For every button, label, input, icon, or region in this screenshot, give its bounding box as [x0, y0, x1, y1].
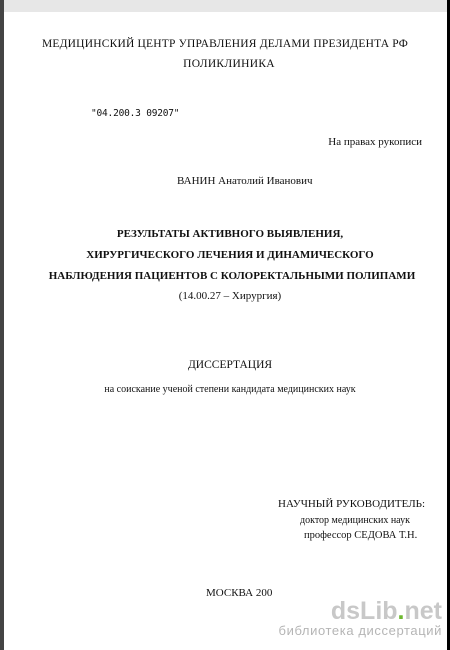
scan-top-shade	[0, 0, 450, 12]
document-type: ДИССЕРТАЦИЯ	[187, 359, 273, 371]
logo-part-2: net	[404, 597, 442, 625]
author-name: ВАНИН Анатолий Иванович	[177, 175, 313, 187]
supervisor-name: профессор СЕДОВА Т.Н.	[304, 530, 418, 541]
city-year: МОСКВА 200	[206, 587, 273, 599]
title-line-3: НАБЛЮДЕНИЯ ПАЦИЕНТОВ С КОЛОРЕКТАЛЬНЫМИ ПОЛИПАМИ	[48, 270, 416, 282]
registration-code: "04.200.3 09207"	[91, 108, 180, 119]
title-line-1: РЕЗУЛЬТАТЫ АКТИВНОГО ВЫЯВЛЕНИЯ,	[116, 228, 344, 240]
rights-note: На правах рукописи	[328, 136, 422, 148]
watermark-tagline: библиотека диссертаций	[278, 623, 442, 638]
dslib-watermark[interactable]	[279, 597, 442, 638]
scan-left-edge	[0, 0, 4, 650]
logo-part-1: dsLib	[330, 597, 398, 625]
supervisor-heading: НАУЧНЫЙ РУКОВОДИТЕЛЬ:	[278, 498, 426, 510]
institution-line-2: ПОЛИКЛИНИКА	[183, 58, 275, 70]
supervisor-degree: доктор медицинских наук	[300, 515, 410, 526]
logo-dot: .	[397, 597, 405, 625]
watermark-logo	[279, 597, 442, 625]
institution-line-1: МЕДИЦИНСКИЙ ЦЕНТР УПРАВЛЕНИЯ ДЕЛАМИ ПРЕЗИДЕНТА РФ	[41, 38, 408, 50]
specialty-code: (14.00.27 – Хирургия)	[178, 290, 282, 302]
degree-statement: на соискание ученой степени кандидата медицинских наук	[104, 384, 356, 395]
title-line-2: ХИРУРГИЧЕСКОГО ЛЕЧЕНИЯ И ДИНАМИЧЕСКОГО	[86, 249, 374, 261]
